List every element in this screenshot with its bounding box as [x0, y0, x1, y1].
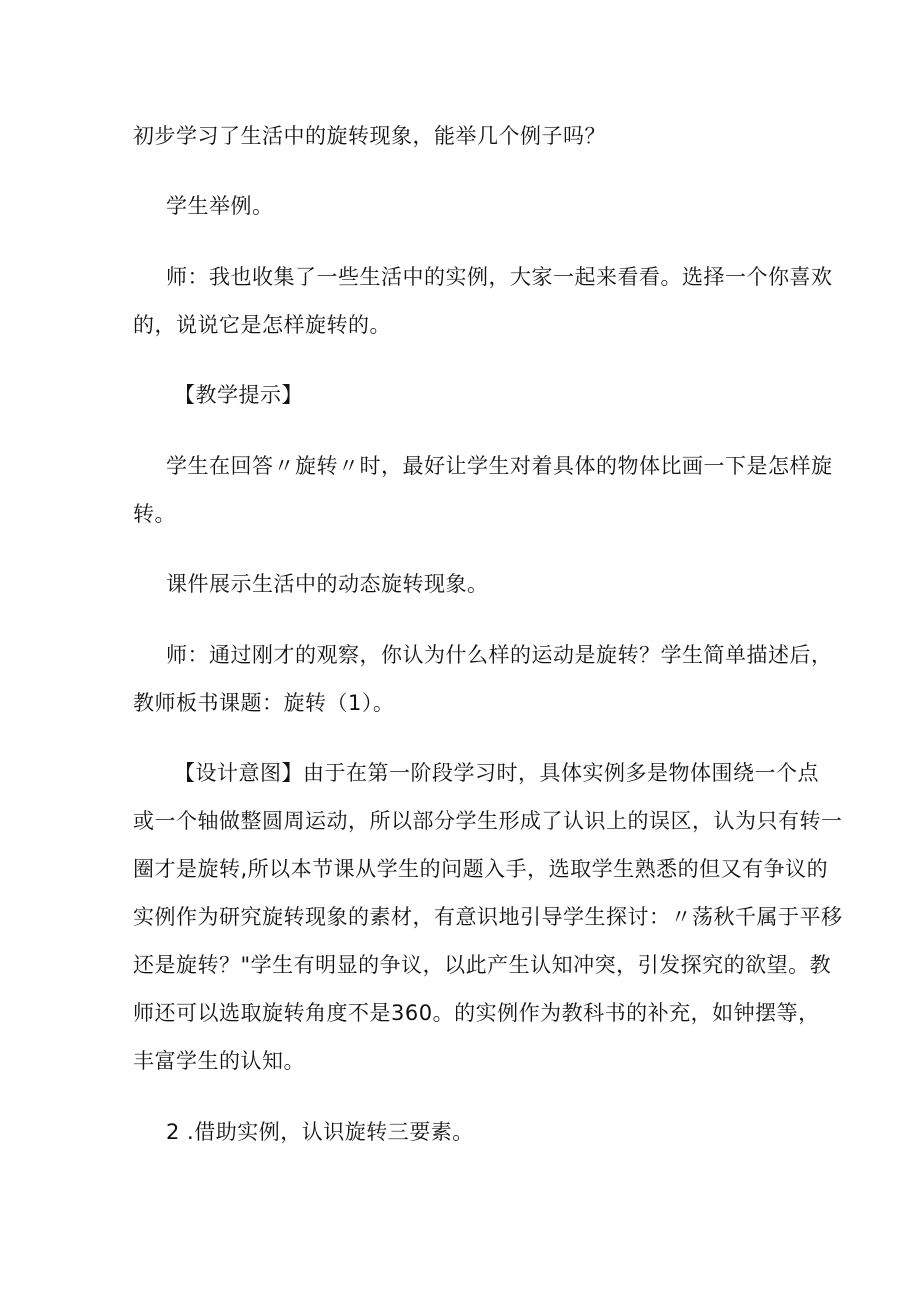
paragraph-design-intent-line-3: 圈才是旋转,所以本节课从学生的问题入手，选取学生熟悉的但又有争议的	[133, 857, 829, 881]
paragraph-design-intent-line-1: 【设计意图】由于在第一阶段学习时，具体实例多是物体围绕一个点	[174, 761, 819, 785]
paragraph-student-examples: 学生举例。	[166, 194, 274, 218]
teaching-tip-heading: 【教学提示】	[174, 383, 303, 407]
paragraph-question-line-1: 初步学习了生活中的旋转现象，能举几个例子吗？	[133, 124, 606, 148]
paragraph-teacher-collected-line-1: 师：我也收集了一些生活中的实例，大家一起来看看。选择一个你喜欢	[166, 265, 833, 289]
paragraph-teacher-observe-line-2: 教师板书课题：旋转（1）。	[133, 691, 395, 715]
paragraph-teacher-observe-line-1: 师：通过刚才的观察，你认为什么样的运动是旋转？学生简单描述后，	[166, 643, 833, 667]
section-heading-three-elements: 2 .借助实例，认识旋转三要素。	[166, 1120, 474, 1144]
paragraph-design-intent-line-4: 实例作为研究旋转现象的素材，有意识地引导学生探讨：〃荡秋千属于平移	[133, 905, 843, 929]
paragraph-teaching-tip-line-1: 学生在回答〃旋转〃时，最好让学生对着具体的物体比画一下是怎样旋	[166, 454, 833, 478]
paragraph-teacher-collected-line-2: 的，说说它是怎样旋转的。	[133, 313, 391, 337]
paragraph-design-intent-line-5: 还是旋转？"学生有明显的争议，以此产生认知冲突，引发探究的欲望。教	[133, 953, 832, 977]
paragraph-teaching-tip-line-2: 转。	[133, 502, 176, 526]
paragraph-courseware: 课件展示生活中的动态旋转现象。	[166, 572, 489, 596]
paragraph-design-intent-line-6: 师还可以选取旋转角度不是360。的实例作为教科书的补充，如钟摆等，	[133, 1001, 820, 1025]
paragraph-design-intent-line-2: 或一个轴做整圆周运动，所以部分学生形成了认识上的误区，认为只有转一	[133, 809, 843, 833]
paragraph-design-intent-line-7: 丰富学生的认知。	[133, 1049, 305, 1073]
